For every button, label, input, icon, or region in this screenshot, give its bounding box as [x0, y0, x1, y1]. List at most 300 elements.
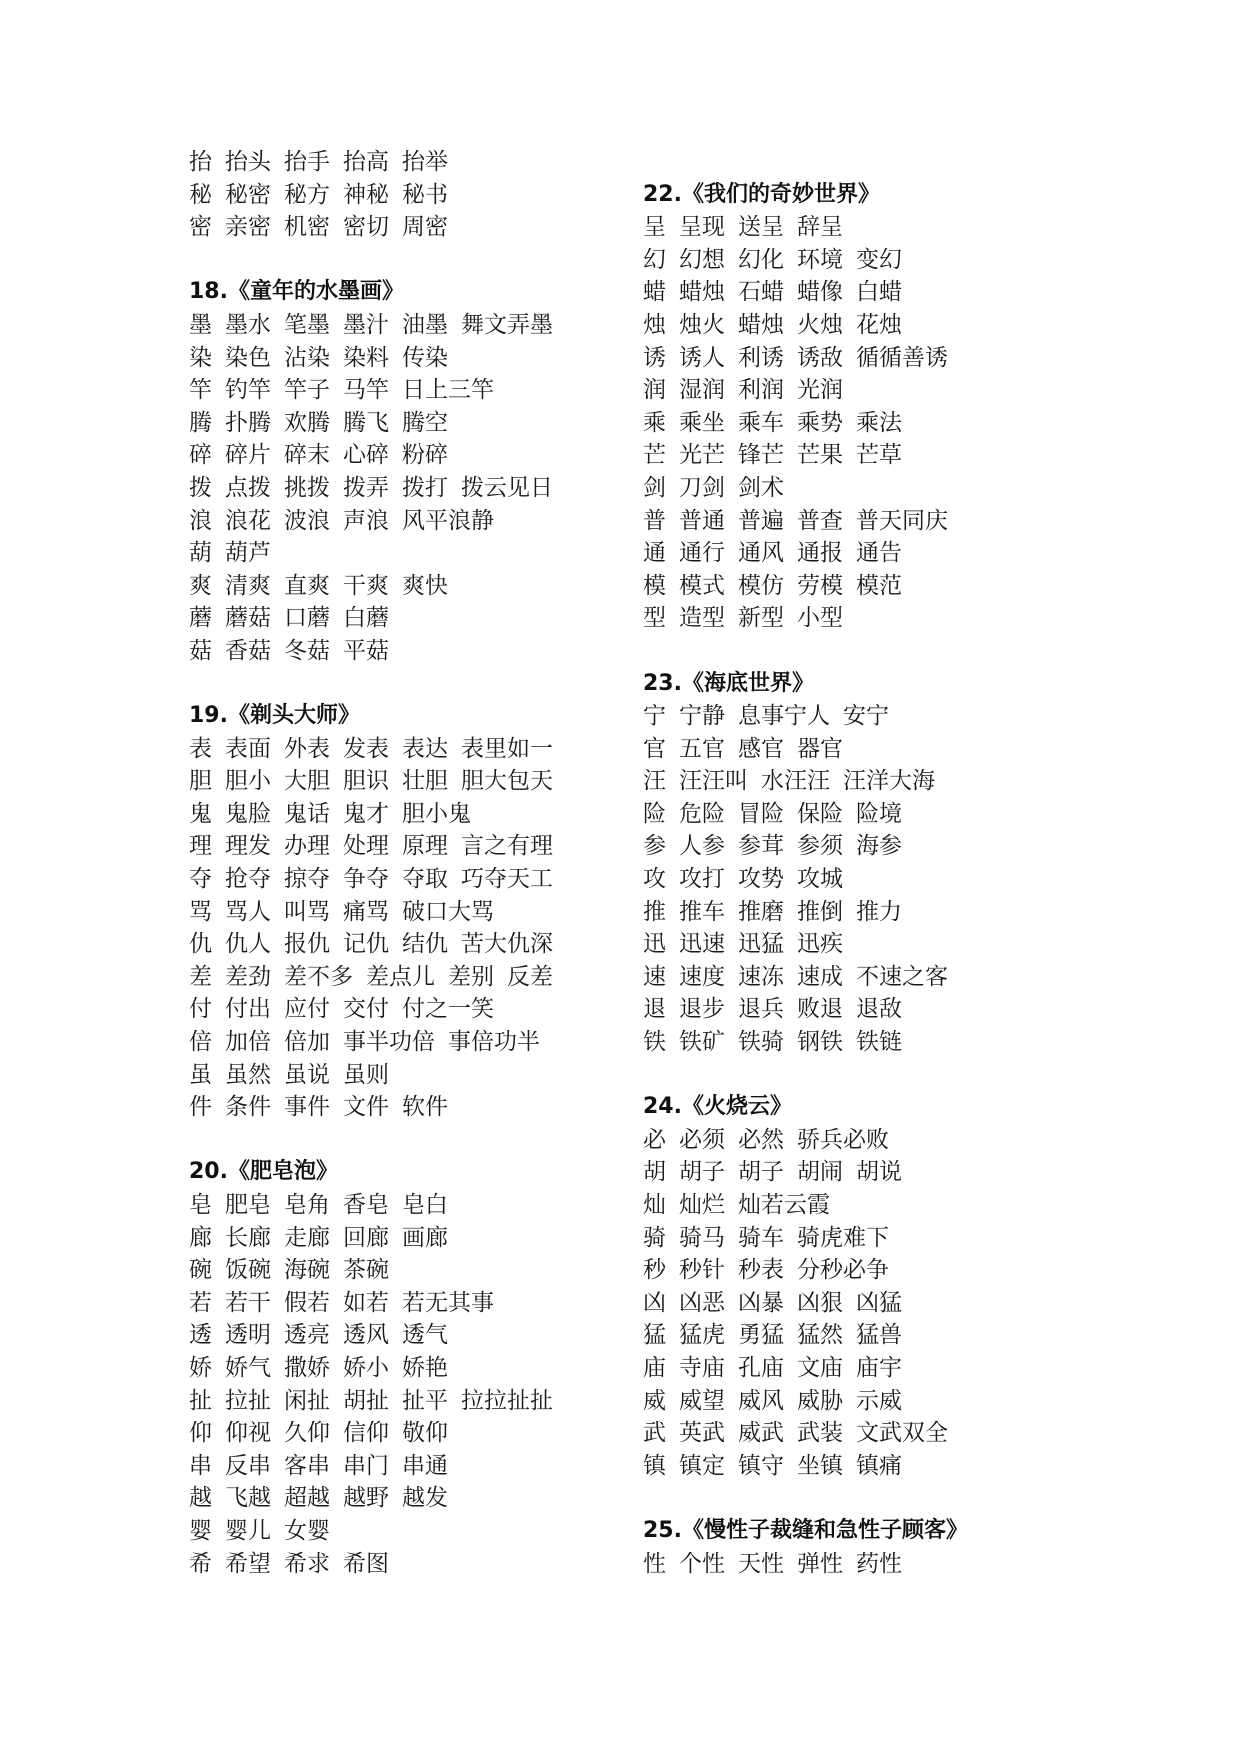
word: 周密: [402, 214, 448, 241]
word: 文庙: [797, 1354, 843, 1381]
character-row: [643, 765, 1073, 798]
word: 仰视: [225, 1420, 271, 1447]
head-character: 参: [643, 833, 666, 860]
word: 拉拉扯扯: [461, 1387, 553, 1414]
lesson-title: 22.《我们的奇妙世界》: [643, 181, 880, 207]
word: 差劲: [225, 963, 271, 990]
word: 事倍功半: [448, 1029, 540, 1056]
head-character: 拨: [189, 474, 212, 501]
character-row: [189, 1352, 619, 1385]
head-character: 菇: [189, 637, 212, 664]
character-row: [643, 1156, 1073, 1189]
head-character: 宁: [643, 703, 666, 730]
word: 骑马: [679, 1224, 725, 1251]
word: 推力: [856, 898, 902, 925]
word: 幻想: [679, 246, 725, 273]
word: 不速之客: [856, 963, 948, 990]
head-character: 差: [189, 963, 212, 990]
word: 通风: [738, 540, 784, 567]
lesson-title: 24.《火烧云》: [643, 1094, 792, 1120]
word: 秘书: [402, 181, 448, 208]
character-row: [189, 1222, 619, 1255]
word: 天性: [738, 1550, 784, 1577]
character-row: [189, 472, 619, 505]
word: 点拨: [225, 474, 271, 501]
word: 串门: [343, 1452, 389, 1479]
word: 凶猛: [856, 1289, 902, 1316]
head-character: 推: [643, 898, 666, 925]
word: 威望: [679, 1387, 725, 1414]
word: 呈现: [679, 214, 725, 241]
word: 推磨: [738, 898, 784, 925]
character-row: [189, 961, 619, 994]
word: 拉扯: [225, 1387, 271, 1414]
character-row: [643, 342, 1073, 375]
word: 威武: [738, 1420, 784, 1447]
word: 寺庙: [679, 1354, 725, 1381]
character-row: [189, 439, 619, 472]
head-character: 葫: [189, 540, 212, 567]
character-row: [643, 961, 1073, 994]
word: 串通: [402, 1452, 448, 1479]
word: 汪洋大海: [843, 768, 935, 795]
head-character: 希: [189, 1550, 212, 1577]
word: 飞越: [225, 1485, 271, 1512]
character-row: [643, 1450, 1073, 1483]
word: 敬仰: [402, 1420, 448, 1447]
word: 败退: [797, 996, 843, 1023]
character-row: [643, 211, 1073, 244]
word: 付之一笑: [402, 996, 494, 1023]
character-row: [189, 635, 619, 668]
word: 普查: [797, 507, 843, 534]
character-row: [643, 798, 1073, 831]
word: 加倍: [225, 1029, 271, 1056]
character-row: [189, 1189, 619, 1222]
word: 墨水: [225, 311, 271, 338]
character-row: [643, 1222, 1073, 1255]
word: 利润: [738, 377, 784, 404]
character-row: [643, 863, 1073, 896]
head-character: 乘: [643, 409, 666, 436]
head-character: 汪: [643, 768, 666, 795]
word: 推车: [679, 898, 725, 925]
character-row: [643, 1319, 1073, 1352]
word: 灿烂: [679, 1192, 725, 1218]
word: 报仇: [284, 931, 330, 958]
character-row: [189, 863, 619, 896]
word: 表达: [402, 735, 448, 762]
word: 推倒: [797, 898, 843, 925]
word: 猛兽: [856, 1322, 902, 1349]
word: 透亮: [284, 1322, 330, 1349]
head-character: 幻: [643, 246, 666, 273]
word: 记仇: [343, 931, 389, 958]
head-character: 夺: [189, 866, 212, 893]
head-character: 蘑: [189, 605, 212, 632]
word: 鬼才: [343, 800, 389, 827]
word: 秒表: [738, 1257, 784, 1284]
word: 速成: [797, 963, 843, 990]
word: 秒针: [679, 1257, 725, 1284]
head-character: 胡: [643, 1159, 666, 1186]
word: 胡子: [738, 1159, 784, 1186]
word: 久仰: [284, 1420, 330, 1447]
word: 皂角: [284, 1192, 330, 1218]
character-row: [189, 1548, 619, 1581]
word: 迅猛: [738, 931, 784, 958]
word: 胆小: [225, 768, 271, 795]
word: 环境: [797, 246, 843, 273]
word: 信仰: [343, 1420, 389, 1447]
word: 凶恶: [679, 1289, 725, 1316]
word: 通行: [679, 540, 725, 567]
character-row: [189, 993, 619, 1026]
character-row: [643, 830, 1073, 863]
character-row: [189, 570, 619, 603]
word: 胆小鬼: [402, 800, 471, 827]
word: 女婴: [284, 1517, 330, 1544]
head-character: 性: [643, 1550, 666, 1577]
character-row: [643, 407, 1073, 440]
character-row: [189, 602, 619, 635]
character-row: [189, 1319, 619, 1352]
head-character: 润: [643, 377, 666, 404]
word: 虽则: [343, 1061, 389, 1088]
word: 火烛: [797, 311, 843, 338]
word: 攻势: [738, 866, 784, 893]
word: 铁矿: [679, 1029, 725, 1056]
word: 感官: [738, 735, 784, 762]
word: 言之有理: [461, 833, 553, 860]
character-row: [189, 505, 619, 538]
word: 原理: [402, 833, 448, 860]
character-row: [189, 309, 619, 342]
word: 争夺: [343, 866, 389, 893]
head-character: 呈: [643, 214, 666, 241]
word: 孔庙: [738, 1354, 784, 1381]
word: 差点儿: [366, 963, 435, 990]
word: 付出: [225, 996, 271, 1023]
word: 亲密: [225, 214, 271, 241]
word: 秘密: [225, 181, 271, 208]
word: 假若: [284, 1289, 330, 1316]
word: 拨云见日: [461, 474, 553, 501]
head-character: 退: [643, 996, 666, 1023]
word: 宁静: [679, 703, 725, 730]
word: 钢铁: [797, 1029, 843, 1056]
word: 参须: [797, 833, 843, 860]
head-character: 诱: [643, 344, 666, 371]
character-row: [189, 1026, 619, 1059]
word: 模范: [856, 572, 902, 599]
word: 人参: [679, 833, 725, 860]
word: 速冻: [738, 963, 784, 990]
word: 药性: [856, 1550, 902, 1577]
word: 乘势: [797, 409, 843, 436]
word: 乘车: [738, 409, 784, 436]
character-row: [643, 537, 1073, 570]
head-character: 官: [643, 735, 666, 762]
left-column: [189, 146, 619, 1580]
word: 沾染: [284, 344, 330, 371]
word: 拨弄: [343, 474, 389, 501]
character-row: [643, 1352, 1073, 1385]
word: 威风: [738, 1387, 784, 1414]
word: 铁链: [856, 1029, 902, 1056]
head-character: 鬼: [189, 800, 212, 827]
character-row: [643, 1124, 1073, 1157]
word: 口蘑: [284, 605, 330, 632]
word: 参茸: [738, 833, 784, 860]
word: 壮胆: [402, 768, 448, 795]
lesson-section: [189, 700, 619, 1124]
character-row: [189, 896, 619, 929]
word: 条件: [225, 1094, 271, 1121]
word: 娇艳: [402, 1354, 448, 1381]
word: 粉碎: [402, 442, 448, 469]
word: 娇小: [343, 1354, 389, 1381]
word: 越野: [343, 1485, 389, 1512]
word: 铁骑: [738, 1029, 784, 1056]
character-row: [643, 505, 1073, 538]
head-character: 普: [643, 507, 666, 534]
word: 海碗: [284, 1257, 330, 1284]
word: 抢夺: [225, 866, 271, 893]
head-character: 皂: [189, 1192, 212, 1218]
column-spacer: [643, 146, 1073, 179]
lesson-title: 19.《剃头大师》: [189, 703, 360, 729]
head-character: 墨: [189, 311, 212, 338]
character-row: [189, 733, 619, 766]
head-character: 付: [189, 996, 212, 1023]
word: 鬼脸: [225, 800, 271, 827]
word: 器官: [797, 735, 843, 762]
lesson-section: [189, 146, 619, 244]
head-character: 烛: [643, 311, 666, 338]
word: 武装: [797, 1420, 843, 1447]
head-character: 表: [189, 735, 212, 762]
word: 普天同庆: [856, 507, 948, 534]
word: 透风: [343, 1322, 389, 1349]
head-character: 镇: [643, 1452, 666, 1479]
word: 乘法: [856, 409, 902, 436]
word: 腾飞: [343, 409, 389, 436]
word: 白蘑: [343, 605, 389, 632]
head-character: 模: [643, 572, 666, 599]
head-character: 灿: [643, 1192, 666, 1218]
character-row: [643, 700, 1073, 733]
word: 结仇: [402, 931, 448, 958]
word: 差别: [448, 963, 494, 990]
word: 巧夺天工: [461, 866, 553, 893]
word: 速度: [679, 963, 725, 990]
word: 机密: [284, 214, 330, 241]
head-character: 庙: [643, 1354, 666, 1381]
word: 危险: [679, 800, 725, 827]
word: 反串: [225, 1452, 271, 1479]
word: 外表: [284, 735, 330, 762]
head-character: 骑: [643, 1224, 666, 1251]
word: 退步: [679, 996, 725, 1023]
head-character: 越: [189, 1485, 212, 1512]
head-character: 扯: [189, 1387, 212, 1414]
word: 胆识: [343, 768, 389, 795]
lesson-section: [643, 1515, 1073, 1580]
head-character: 爽: [189, 572, 212, 599]
word: 示威: [856, 1387, 902, 1414]
word: 希望: [225, 1550, 271, 1577]
word: 抬举: [402, 149, 448, 175]
word: 凶暴: [738, 1289, 784, 1316]
word: 分秒必争: [797, 1257, 889, 1284]
lesson-title: 23.《海底世界》: [643, 670, 814, 696]
character-row: [189, 1417, 619, 1450]
word: 仇人: [225, 931, 271, 958]
character-row: [643, 439, 1073, 472]
word: 五官: [679, 735, 725, 762]
head-character: 型: [643, 605, 666, 632]
word: 湿润: [679, 377, 725, 404]
head-character: 险: [643, 800, 666, 827]
word: 发表: [343, 735, 389, 762]
character-row: [643, 1548, 1073, 1581]
character-row: [189, 1482, 619, 1515]
word: 辞呈: [797, 214, 843, 241]
head-character: 碗: [189, 1257, 212, 1284]
word: 变幻: [856, 246, 902, 273]
head-character: 腾: [189, 409, 212, 436]
lesson-section: [189, 276, 619, 667]
character-row: [189, 928, 619, 961]
word: 理发: [225, 833, 271, 860]
word: 锋芒: [738, 442, 784, 469]
head-character: 虽: [189, 1061, 212, 1088]
character-row: [643, 733, 1073, 766]
character-row: [189, 1254, 619, 1287]
word: 胡扯: [343, 1387, 389, 1414]
head-character: 速: [643, 963, 666, 990]
character-row: [643, 276, 1073, 309]
word: 攻城: [797, 866, 843, 893]
word: 白蜡: [856, 279, 902, 306]
word: 软件: [402, 1094, 448, 1121]
word: 虽然: [225, 1061, 271, 1088]
word: 叫骂: [284, 898, 330, 925]
character-row: [189, 1091, 619, 1124]
word: 拨打: [402, 474, 448, 501]
word: 模式: [679, 572, 725, 599]
word: 退敌: [856, 996, 902, 1023]
word: 茶碗: [343, 1257, 389, 1284]
word: 猛然: [797, 1322, 843, 1349]
word: 染色: [225, 344, 271, 371]
word: 抬手: [284, 149, 330, 175]
word: 应付: [284, 996, 330, 1023]
word: 普通: [679, 507, 725, 534]
word: 日上三竿: [402, 377, 494, 404]
word: 模仿: [738, 572, 784, 599]
lesson-title: 18.《童年的水墨画》: [189, 279, 404, 305]
word: 骑车: [738, 1224, 784, 1251]
word: 越发: [402, 1485, 448, 1512]
word: 乘坐: [679, 409, 725, 436]
character-row: [189, 407, 619, 440]
character-row: [643, 1385, 1073, 1418]
character-row: [189, 211, 619, 244]
word: 保险: [797, 800, 843, 827]
word: 冬菇: [284, 637, 330, 664]
word: 镇痛: [856, 1452, 902, 1479]
head-character: 蜡: [643, 279, 666, 306]
word: 表里如一: [461, 735, 553, 762]
word: 攻打: [679, 866, 725, 893]
word: 迅疾: [797, 931, 843, 958]
head-character: 浪: [189, 507, 212, 534]
word: 诱敌: [797, 344, 843, 371]
word: 骂人: [225, 898, 271, 925]
word: 油墨: [402, 311, 448, 338]
word: 挑拨: [284, 474, 330, 501]
word: 婴儿: [225, 1517, 271, 1544]
word: 威胁: [797, 1387, 843, 1414]
word: 闲扯: [284, 1387, 330, 1414]
character-row: [643, 309, 1073, 342]
word: 笔墨: [284, 311, 330, 338]
character-row: [643, 1254, 1073, 1287]
word: 小型: [797, 605, 843, 632]
word: 爽快: [402, 572, 448, 599]
word: 芒果: [797, 442, 843, 469]
word: 文武双全: [856, 1420, 948, 1447]
word: 事件: [284, 1094, 330, 1121]
lesson-section: [189, 1156, 619, 1580]
head-character: 秘: [189, 181, 212, 208]
lesson-title: 25.《慢性子裁缝和急性子顾客》: [643, 1517, 968, 1543]
word: 苦大仇深: [461, 931, 553, 958]
word: 长廊: [225, 1224, 271, 1251]
word: 猛虎: [679, 1322, 725, 1349]
word: 掠夺: [284, 866, 330, 893]
word: 镇守: [738, 1452, 784, 1479]
character-row: [643, 472, 1073, 505]
word: 抬头: [225, 149, 271, 175]
word: 夺取: [402, 866, 448, 893]
head-character: 剑: [643, 474, 666, 501]
word: 墨汁: [343, 311, 389, 338]
head-character: 若: [189, 1289, 212, 1316]
word: 密切: [343, 214, 389, 241]
head-character: 秒: [643, 1257, 666, 1284]
word: 胡子: [679, 1159, 725, 1186]
word: 希求: [284, 1550, 330, 1577]
word: 大胆: [284, 768, 330, 795]
character-row: [643, 1287, 1073, 1320]
word: 凶狠: [797, 1289, 843, 1316]
word: 循循善诱: [856, 344, 948, 371]
character-row: [189, 537, 619, 570]
character-row: [643, 602, 1073, 635]
word: 胆大包天: [461, 768, 553, 795]
word: 神秘: [343, 181, 389, 208]
word: 若无其事: [402, 1289, 494, 1316]
word: 画廊: [402, 1224, 448, 1251]
word: 清爽: [225, 572, 271, 599]
word: 走廊: [284, 1224, 330, 1251]
word: 海参: [856, 833, 902, 860]
word: 骑虎难下: [797, 1224, 889, 1251]
word: 平菇: [343, 637, 389, 664]
